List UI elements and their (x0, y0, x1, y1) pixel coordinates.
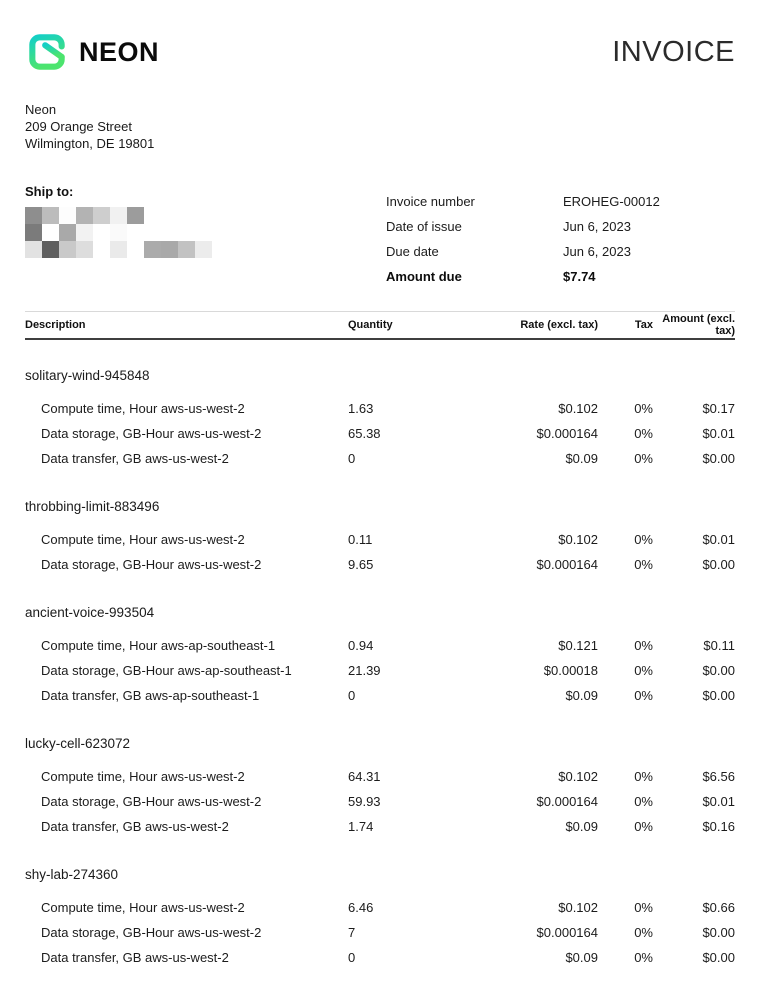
cell-description: Compute time, Hour aws-us-west-2 (41, 532, 245, 547)
neon-logo-icon (25, 30, 69, 74)
company-address (25, 101, 735, 152)
table-body (25, 368, 735, 970)
redacted-pixel (93, 224, 110, 241)
cell-quantity: 1.74 (348, 819, 374, 834)
meta-row-invoice-number (386, 189, 735, 214)
line-items-table (25, 311, 735, 970)
cell-rate: $0.102 (558, 401, 598, 416)
cell-rate: $0.09 (565, 451, 598, 466)
cell-tax: 0% (634, 900, 653, 915)
project-group (25, 605, 735, 708)
cell-amount: $6.56 (702, 769, 735, 784)
cell-description: Data storage, GB-Hour aws-us-west-2 (41, 925, 262, 940)
cell-tax: 0% (634, 401, 653, 416)
redacted-pixel (195, 207, 212, 224)
table-row (25, 814, 735, 839)
redacted-pixel (93, 241, 110, 258)
cell-tax: 0% (634, 769, 653, 784)
cell-quantity: 21.39 (348, 663, 381, 678)
table-row (25, 396, 735, 421)
meta-row-due-date (386, 239, 735, 264)
cell-tax: 0% (634, 950, 653, 965)
project-name: throbbing-limit-883496 (25, 499, 160, 514)
cell-tax: 0% (634, 451, 653, 466)
redacted-pixel (25, 207, 42, 224)
redacted-pixel (178, 207, 195, 224)
redacted-pixel (161, 224, 178, 241)
cell-quantity: 0 (348, 688, 356, 703)
table-row (25, 789, 735, 814)
cell-quantity: 0.94 (348, 638, 374, 653)
project-group (25, 736, 735, 839)
cell-amount: $0.00 (702, 663, 735, 678)
redacted-pixel (144, 224, 161, 241)
ship-to-label: Ship to: (25, 184, 74, 199)
cell-description: Compute time, Hour aws-us-west-2 (41, 769, 245, 784)
meta-label: Date of issue (386, 219, 462, 234)
invoice-number: EROHEG-00012 (563, 194, 660, 209)
cell-tax: 0% (634, 663, 653, 678)
cell-rate: $0.000164 (536, 794, 598, 809)
cell-quantity: 1.63 (348, 401, 374, 416)
cell-rate: $0.102 (558, 769, 598, 784)
cell-quantity: 65.38 (348, 426, 381, 441)
redacted-address (25, 207, 212, 258)
header-rate: Rate (excl. tax) (520, 319, 598, 331)
amount-due: $7.74 (563, 269, 596, 284)
meta-label: Invoice number (386, 194, 475, 209)
cell-amount: $0.01 (702, 426, 735, 441)
cell-tax: 0% (634, 794, 653, 809)
redacted-pixel (110, 241, 127, 258)
cell-rate: $0.121 (558, 638, 598, 653)
project-group (25, 499, 735, 577)
project-group (25, 867, 735, 970)
cell-description: Data storage, GB-Hour aws-us-west-2 (41, 794, 262, 809)
date-of-issue: Jun 6, 2023 (563, 219, 631, 234)
cell-quantity: 0.11 (348, 532, 373, 547)
brand-wordmark: NEON (79, 36, 160, 67)
project-name: solitary-wind-945848 (25, 368, 150, 383)
meta-row-date-of-issue (386, 214, 735, 239)
ship-to-block (25, 184, 212, 258)
redacted-pixel (144, 241, 161, 258)
header-quantity: Quantity (348, 319, 393, 331)
table-row (25, 446, 735, 471)
redacted-pixel (178, 241, 195, 258)
cell-rate: $0.000164 (536, 426, 598, 441)
cell-rate: $0.09 (565, 688, 598, 703)
cell-rate: $0.000164 (536, 925, 598, 940)
cell-quantity: 7 (348, 925, 356, 940)
cell-description: Data storage, GB-Hour aws-us-west-2 (41, 426, 262, 441)
cell-amount: $0.66 (702, 900, 735, 915)
table-row (25, 683, 735, 708)
cell-description: Compute time, Hour aws-us-west-2 (41, 900, 245, 915)
cell-amount: $0.01 (702, 794, 735, 809)
redacted-pixel (59, 241, 76, 258)
company-name: Neon (25, 102, 57, 117)
redacted-pixel (76, 241, 93, 258)
meta-label: Amount due (386, 269, 462, 284)
cell-quantity: 64.31 (348, 769, 381, 784)
cell-quantity: 9.65 (348, 557, 374, 572)
table-row (25, 421, 735, 446)
cell-rate: $0.000164 (536, 557, 598, 572)
ship-and-meta-section (25, 184, 735, 289)
cell-tax: 0% (634, 532, 653, 547)
table-row (25, 658, 735, 683)
redacted-pixel (25, 224, 42, 241)
redacted-pixel (76, 224, 93, 241)
redacted-pixel (59, 207, 76, 224)
cell-description: Data transfer, GB aws-us-west-2 (41, 819, 229, 834)
cell-description: Data transfer, GB aws-ap-southeast-1 (41, 688, 260, 703)
company-street: 209 Orange Street (25, 119, 132, 134)
cell-rate: $0.102 (558, 532, 598, 547)
cell-rate: $0.102 (558, 900, 598, 915)
redacted-pixel (127, 207, 144, 224)
redacted-pixel (161, 207, 178, 224)
table-row (25, 633, 735, 658)
redacted-pixel (42, 207, 59, 224)
redacted-pixel (127, 241, 144, 258)
cell-tax: 0% (634, 819, 653, 834)
redacted-pixel (93, 207, 110, 224)
invoice-meta (386, 189, 735, 289)
cell-tax: 0% (634, 688, 653, 703)
project-name: ancient-voice-993504 (25, 605, 155, 620)
cell-amount: $0.01 (702, 532, 735, 547)
cell-tax: 0% (634, 426, 653, 441)
project-name: lucky-cell-623072 (25, 736, 131, 751)
redacted-pixel (195, 224, 212, 241)
meta-row-amount-due (386, 264, 735, 289)
project-name: shy-lab-274360 (25, 867, 119, 882)
table-row (25, 920, 735, 945)
table-row (25, 895, 735, 920)
cell-amount: $0.00 (702, 950, 735, 965)
meta-label: Due date (386, 244, 439, 259)
cell-tax: 0% (634, 638, 653, 653)
redacted-pixel (59, 224, 76, 241)
table-row (25, 945, 735, 970)
cell-rate: $0.09 (565, 950, 598, 965)
cell-quantity: 0 (348, 950, 356, 965)
redacted-pixel (76, 207, 93, 224)
redacted-pixel (42, 241, 59, 258)
table-row (25, 764, 735, 789)
redacted-pixel (110, 224, 127, 241)
due-date: Jun 6, 2023 (563, 244, 631, 259)
cell-description: Compute time, Hour aws-ap-southeast-1 (41, 638, 276, 653)
cell-amount: $0.17 (702, 401, 735, 416)
table-row (25, 552, 735, 577)
redacted-pixel (25, 241, 42, 258)
table-header-row (25, 312, 735, 340)
cell-description: Data transfer, GB aws-us-west-2 (41, 451, 229, 466)
cell-rate: $0.00018 (543, 663, 598, 678)
cell-amount: $0.00 (702, 451, 735, 466)
header (25, 30, 735, 74)
redacted-pixel (42, 224, 59, 241)
redacted-pixel (161, 241, 178, 258)
table-row (25, 527, 735, 552)
cell-quantity: 6.46 (348, 900, 374, 915)
redacted-pixel (178, 224, 195, 241)
cell-quantity: 0 (348, 451, 356, 466)
redacted-pixel (144, 207, 161, 224)
project-group (25, 368, 735, 471)
redacted-pixel (195, 241, 212, 258)
cell-quantity: 59.93 (348, 794, 381, 809)
cell-tax: 0% (634, 925, 653, 940)
cell-description: Data storage, GB-Hour aws-ap-southeast-1 (41, 663, 292, 678)
cell-description: Data transfer, GB aws-us-west-2 (41, 950, 229, 965)
redacted-pixel (110, 207, 127, 224)
header-tax: Tax (634, 319, 653, 331)
cell-description: Compute time, Hour aws-us-west-2 (41, 401, 245, 416)
header-amount: Amount (excl. tax) (662, 313, 735, 337)
cell-amount: $0.16 (702, 819, 735, 834)
redacted-pixel (127, 224, 144, 241)
invoice-title: INVOICE (612, 35, 735, 68)
cell-rate: $0.09 (565, 819, 598, 834)
cell-description: Data storage, GB-Hour aws-us-west-2 (41, 557, 262, 572)
cell-amount: $0.11 (703, 638, 735, 653)
cell-amount: $0.00 (702, 925, 735, 940)
cell-amount: $0.00 (702, 688, 735, 703)
cell-tax: 0% (634, 557, 653, 572)
header-description: Description (25, 319, 86, 331)
brand (25, 30, 159, 74)
company-city: Wilmington, DE 19801 (25, 136, 155, 151)
cell-amount: $0.00 (702, 557, 735, 572)
